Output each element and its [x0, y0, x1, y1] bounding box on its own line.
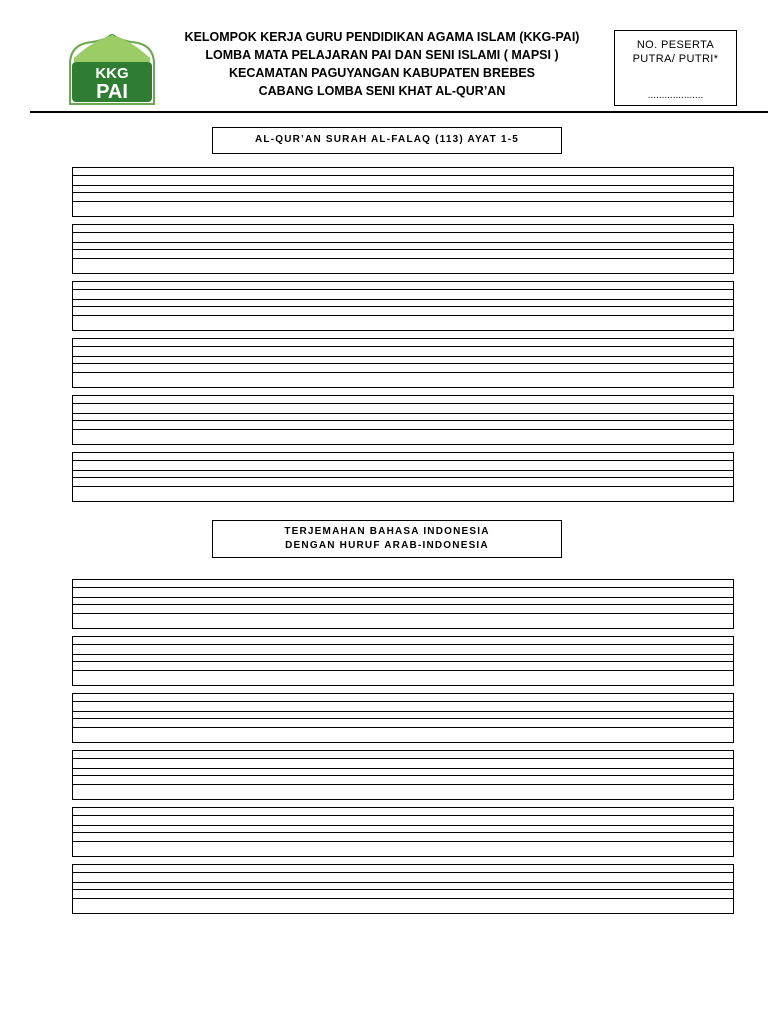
section-title-translation-line-1: TERJEMAHAN BAHASA INDONESIA — [284, 526, 490, 537]
ruled-line — [73, 889, 733, 890]
ruled-line — [73, 470, 733, 471]
ruled-line — [73, 413, 733, 414]
ruled-line — [73, 644, 733, 645]
ruled-line — [73, 775, 733, 776]
ruled-line — [73, 306, 733, 307]
ruled-line — [73, 711, 733, 712]
ruled-line — [73, 249, 733, 250]
ruled-line — [73, 701, 733, 702]
ruled-line — [73, 175, 733, 176]
ruled-writing-block — [72, 636, 734, 686]
participant-gender-label: PUTRA/ PUTRI* — [632, 53, 719, 65]
ruled-line — [73, 815, 733, 816]
ruled-line — [73, 832, 733, 833]
ruled-line — [73, 670, 733, 671]
ruled-line — [73, 604, 733, 605]
ruled-line — [73, 477, 733, 478]
ruled-line — [73, 289, 733, 290]
ruled-line — [73, 363, 733, 364]
ruled-writing-block — [72, 452, 734, 502]
ruled-line — [73, 718, 733, 719]
ruled-writing-block — [72, 224, 734, 274]
ruled-line — [73, 420, 733, 421]
section-title-quran-text: AL-QUR’AN SURAH AL-FALAQ (113) AYAT 1-5 — [254, 134, 520, 145]
ruled-line — [73, 315, 733, 316]
ruled-line — [73, 758, 733, 759]
ruled-writing-block — [72, 281, 734, 331]
ruled-line — [73, 768, 733, 769]
kkg-pai-logo — [66, 34, 158, 106]
ruled-writing-block — [72, 693, 734, 743]
section-title-translation — [212, 520, 562, 558]
header-line-4: CABANG LOMBA SENI KHAT AL-QUR’AN — [258, 84, 506, 98]
kkg-pai-logo-icon — [66, 34, 158, 106]
ruled-line — [73, 356, 733, 357]
document-header — [168, 28, 596, 100]
ruled-line — [73, 825, 733, 826]
ruled-line — [73, 613, 733, 614]
ruled-line — [73, 727, 733, 728]
ruled-line — [73, 587, 733, 588]
ruled-line — [73, 185, 733, 186]
section-title-translation-line-2: DENGAN HURUF ARAB-INDONESIA — [285, 540, 489, 551]
header-divider — [30, 111, 768, 113]
ruled-line — [73, 784, 733, 785]
ruled-line — [73, 258, 733, 259]
header-line-3: KECAMATAN PAGUYANGAN KABUPATEN BREBES — [228, 66, 536, 80]
ruled-line — [73, 872, 733, 873]
participant-number-blank: .................... — [647, 90, 704, 101]
ruled-line — [73, 460, 733, 461]
ruled-line — [73, 232, 733, 233]
participant-number-box — [614, 30, 737, 106]
participant-number-label: NO. PESERTA — [636, 39, 715, 51]
ruled-line — [73, 201, 733, 202]
ruled-line — [73, 486, 733, 487]
section-title-quran — [212, 127, 562, 154]
ruled-line — [73, 898, 733, 899]
ruled-writing-block — [72, 864, 734, 914]
ruled-writing-block — [72, 579, 734, 629]
ruled-line — [73, 299, 733, 300]
ruled-line — [73, 346, 733, 347]
ruled-line — [73, 841, 733, 842]
ruled-line — [73, 372, 733, 373]
header-line-2: LOMBA MATA PELAJARAN PAI DAN SENI ISLAMI ( MAPSI ) — [205, 48, 559, 62]
ruled-line — [73, 597, 733, 598]
logo-text-kkg: KKG — [95, 65, 129, 82]
ruled-writing-block — [72, 395, 734, 445]
ruled-line — [73, 242, 733, 243]
header-line-1: KELOMPOK KERJA GURU PENDIDIKAN AGAMA ISLAM (KKG-PAI) — [184, 30, 580, 44]
ruled-line — [73, 661, 733, 662]
ruled-writing-block — [72, 750, 734, 800]
logo-text-pai: PAI — [96, 81, 128, 103]
ruled-writing-block — [72, 338, 734, 388]
ruled-line — [73, 882, 733, 883]
ruled-writing-block — [72, 167, 734, 217]
ruled-line — [73, 192, 733, 193]
ruled-line — [73, 654, 733, 655]
ruled-line — [73, 403, 733, 404]
ruled-line — [73, 429, 733, 430]
ruled-writing-block — [72, 807, 734, 857]
